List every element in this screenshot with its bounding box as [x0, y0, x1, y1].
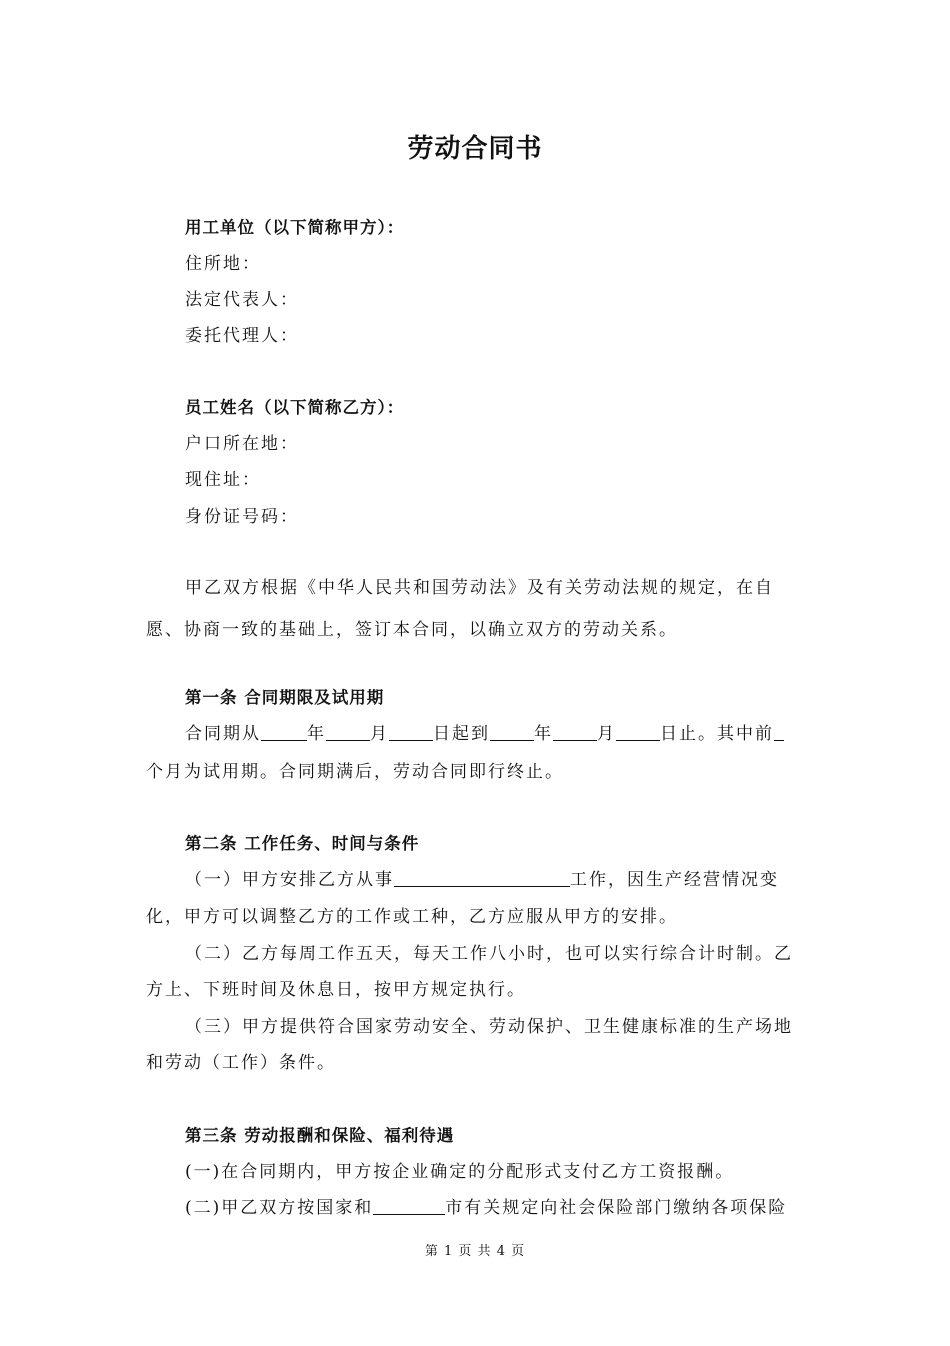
party-b-id-number: 身份证号码： [185, 507, 299, 527]
term-year-label-2: 年 [534, 724, 553, 744]
item-1-suffix: 工作，因生产经营情况变 [570, 870, 779, 890]
article-1-line-2: 个月为试用期。合同期满后，劳动合同即行终止。 [146, 762, 564, 782]
blank-end-month[interactable] [553, 722, 597, 741]
blank-start-year[interactable] [261, 722, 307, 741]
article-2-heading: 第二条 工作任务、时间与条件 [185, 834, 420, 853]
article-2-item-1-line-1 [185, 868, 815, 892]
party-a-heading: 用工单位（以下简称甲方）： [185, 218, 405, 237]
blank-city[interactable] [373, 1196, 445, 1215]
blank-probation-months[interactable] [774, 722, 784, 741]
article-3-heading: 第三条 劳动报酬和保险、福利待遇 [185, 1126, 455, 1145]
page-footer: 第 1 页 共 4 页 [424, 1244, 526, 1259]
document-title: 劳动合同书 [407, 134, 543, 164]
blank-start-month[interactable] [326, 722, 370, 741]
blank-end-year[interactable] [490, 722, 534, 741]
term-year-label-1: 年 [307, 724, 326, 744]
article-2-item-1-line-2: 化，甲方可以调整乙方的工作或工种，乙方应服从甲方的安排。 [146, 907, 678, 927]
blank-start-day[interactable] [389, 722, 433, 741]
article-2-item-3-line-1: （三）甲方提供符合国家劳动安全、劳动保护、卫生健康标准的生产场地 [185, 1017, 793, 1037]
term-month-label-2: 月 [597, 724, 616, 744]
preamble-line-2: 愿、协商一致的基础上，签订本合同，以确立双方的劳动关系。 [146, 620, 678, 640]
article-1-heading: 第一条 合同期限及试用期 [185, 688, 385, 707]
article-3-item-1: (一)在合同期内，甲方按企业确定的分配形式支付乙方工资报酬。 [185, 1162, 735, 1182]
blank-job-type[interactable] [394, 868, 570, 887]
party-b-current-address: 现住址： [185, 470, 261, 490]
term-from-label: 合同期从 [185, 724, 261, 744]
party-a-address: 住所地： [185, 254, 261, 274]
party-b-household: 户口所在地： [185, 434, 299, 454]
article-3-item-2 [185, 1196, 815, 1220]
article-1-term-line [185, 722, 815, 746]
article-2-item-2-line-2: 方上、下班时间及休息日，按甲方规定执行。 [146, 980, 526, 1000]
item-2-prefix: (二)甲乙双方按国家和 [185, 1198, 374, 1218]
item-2-suffix: 市有关规定向社会保险部门缴纳各项保险 [445, 1198, 788, 1218]
article-2-item-3-line-2: 和劳动（工作）条件。 [146, 1053, 336, 1073]
preamble-line-1: 甲乙双方根据《中华人民共和国劳动法》及有关劳动法规的规定，在自 [185, 578, 774, 598]
blank-end-day[interactable] [616, 722, 660, 741]
item-1-prefix: （一）甲方安排乙方从事 [185, 870, 394, 890]
term-day-from-label: 日起到 [433, 724, 490, 744]
party-b-heading: 员工姓名（以下简称乙方）： [185, 398, 405, 417]
party-a-legal-rep: 法定代表人： [185, 290, 299, 310]
article-2-item-2-line-1: （二）乙方每周工作五天，每天工作八小时，也可以实行综合计时制。乙 [185, 944, 793, 964]
term-month-label-1: 月 [370, 724, 389, 744]
term-end-label: 日止。其中前 [660, 724, 774, 744]
party-a-agent: 委托代理人： [185, 326, 299, 346]
